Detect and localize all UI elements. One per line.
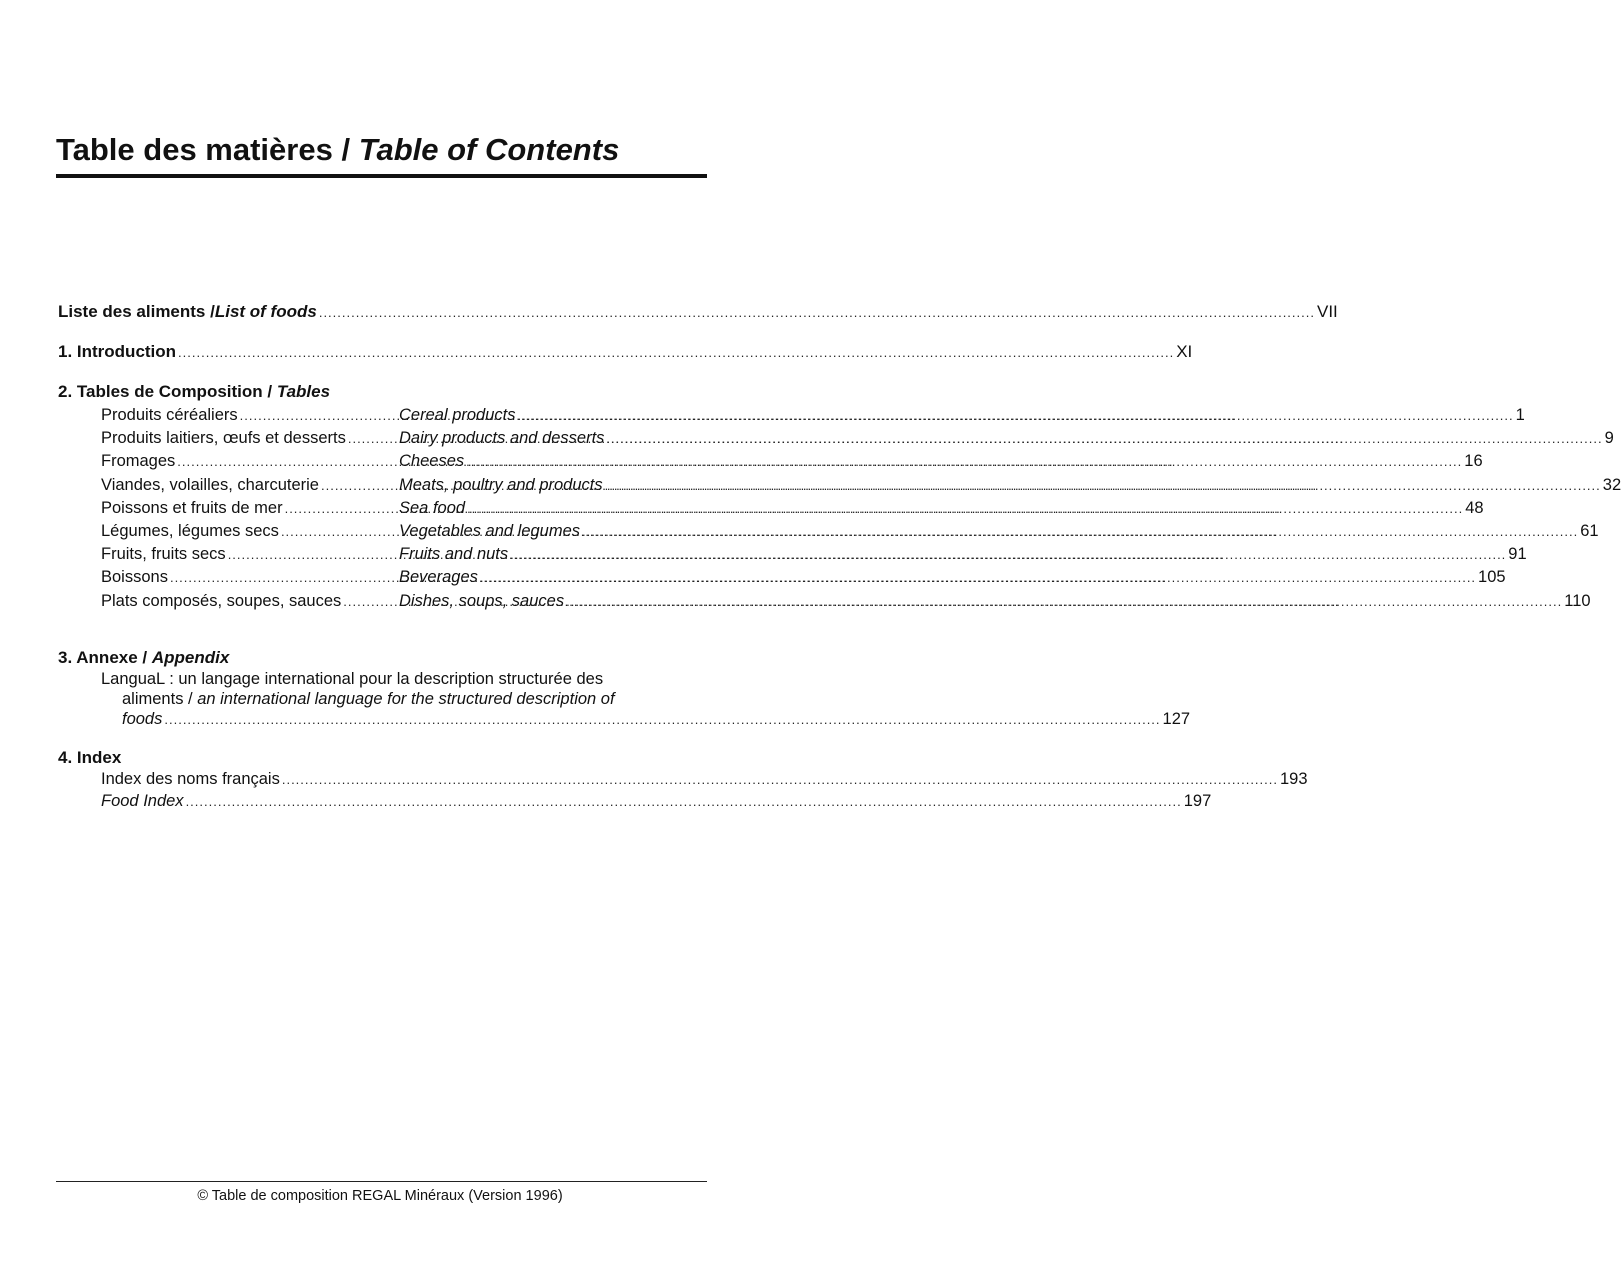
annexe-page: 127 — [1162, 710, 1191, 728]
table-en-label: Dairy products and desserts — [399, 429, 605, 448]
table-page: 16 — [1464, 452, 1483, 471]
dot-leader — [186, 794, 1182, 809]
table-fr-label: Plats composés, soupes, sauces — [101, 591, 342, 610]
table-en-label: Cheeses — [399, 452, 465, 471]
table-en-label: Dishes, soups, sauces — [399, 591, 565, 610]
dot-leader — [178, 345, 1174, 360]
tables-heading-en: Tables — [276, 382, 331, 401]
table-page: 32 — [1602, 475, 1621, 494]
annexe-heading-fr: 3. Annexe / — [58, 648, 152, 667]
annexe-heading-en: Appendix — [151, 648, 230, 667]
page-title — [56, 132, 619, 168]
toc-entry-languaL[interactable] — [122, 710, 1191, 732]
index-en-page: 197 — [1183, 792, 1212, 810]
intro-page: XI — [1176, 342, 1193, 361]
table-fr-label: Produits céréaliers — [101, 406, 238, 424]
footer-rule — [56, 1181, 707, 1182]
table-page: 105 — [1478, 568, 1506, 587]
toc-entry-table[interactable] — [101, 498, 1484, 518]
annexe-line-1: LanguaL : un langage international pour la description structurée des — [101, 670, 604, 688]
toc-entry-table[interactable] — [101, 475, 1621, 495]
index-en-label: Food Index — [101, 792, 184, 810]
section-heading-index: 4. Index — [58, 748, 122, 767]
foods-list-en: List of foods — [214, 302, 317, 321]
index-fr-page: 193 — [1280, 770, 1308, 788]
dot-leader — [582, 524, 1578, 539]
table-fr-label: Légumes, légumes secs — [101, 522, 279, 540]
table-fr-label: Fromages — [101, 452, 176, 471]
dot-leader — [510, 547, 1506, 562]
table-en-label: Sea food — [399, 498, 466, 517]
title-en: Table of Contents — [358, 132, 620, 167]
table-en-label: Beverages — [399, 568, 478, 587]
toc-entry-table[interactable] — [101, 591, 1591, 611]
table-fr-label: Viandes, volailles, charcuterie — [101, 475, 319, 494]
table-en-label: Fruits and nuts — [399, 545, 509, 564]
intro-label: 1. Introduction — [58, 342, 177, 361]
table-page: 91 — [1508, 545, 1527, 564]
index-fr-label: Index des noms français — [101, 770, 280, 788]
footer-copyright: © Table de composition REGAL Minéraux (Version 1996) — [197, 1188, 563, 1204]
tables-heading-fr: 2. Tables de Composition / — [58, 382, 277, 401]
toc-entry-introduction[interactable] — [58, 342, 1193, 364]
table-page: 9 — [1604, 429, 1614, 448]
table-page: 1 — [1515, 406, 1525, 424]
dot-leader — [606, 431, 1602, 446]
annexe-line2-fr: aliments / — [122, 690, 198, 708]
toc-entry-table[interactable] — [101, 429, 1614, 448]
annexe-line-2 — [122, 690, 615, 709]
dot-leader — [480, 570, 1476, 585]
dot-leader — [466, 454, 1462, 469]
table-page: 61 — [1580, 522, 1599, 540]
table-page: 48 — [1465, 498, 1484, 517]
dot-leader — [164, 712, 1160, 727]
toc-entry-index-en[interactable] — [101, 792, 1212, 814]
toc-entry-foods-list[interactable] — [58, 302, 1338, 324]
table-en-label: Vegetables and legumes — [399, 522, 581, 540]
title-fr: Table des matières / — [56, 132, 359, 167]
table-fr-label: Poissons et fruits de mer — [101, 498, 283, 517]
toc-entry-table[interactable] — [101, 545, 1527, 564]
table-en-label: Meats, poultry and products — [399, 475, 603, 494]
foods-list-page: VII — [1316, 302, 1338, 321]
toc-entry-table[interactable] — [101, 522, 1599, 541]
table-fr-label: Produits laitiers, œufs et desserts — [101, 429, 346, 448]
dot-leader — [319, 305, 1315, 320]
title-rule — [56, 174, 707, 178]
dot-leader — [467, 501, 1463, 516]
toc-entry-table[interactable] — [101, 452, 1483, 471]
dot-leader — [282, 772, 1278, 787]
section-heading-annexe — [58, 648, 229, 668]
foods-list-fr: Liste des aliments / — [58, 302, 215, 321]
dot-leader — [566, 594, 1562, 609]
toc-entry-table[interactable] — [101, 568, 1506, 587]
toc-entry-index-fr[interactable] — [101, 770, 1308, 792]
dot-leader — [517, 408, 1513, 423]
table-fr-label: Boissons — [101, 568, 168, 587]
dot-leader — [605, 478, 1601, 493]
annexe-line3: foods — [122, 710, 163, 728]
table-fr-label: Fruits, fruits secs — [101, 545, 226, 564]
table-page: 110 — [1564, 591, 1591, 610]
toc-entry-table[interactable] — [101, 406, 1525, 425]
table-en-label: Cereal products — [399, 406, 516, 424]
section-heading-tables — [58, 382, 330, 402]
annexe-line2-en: an international language for the structured description of — [197, 690, 615, 708]
